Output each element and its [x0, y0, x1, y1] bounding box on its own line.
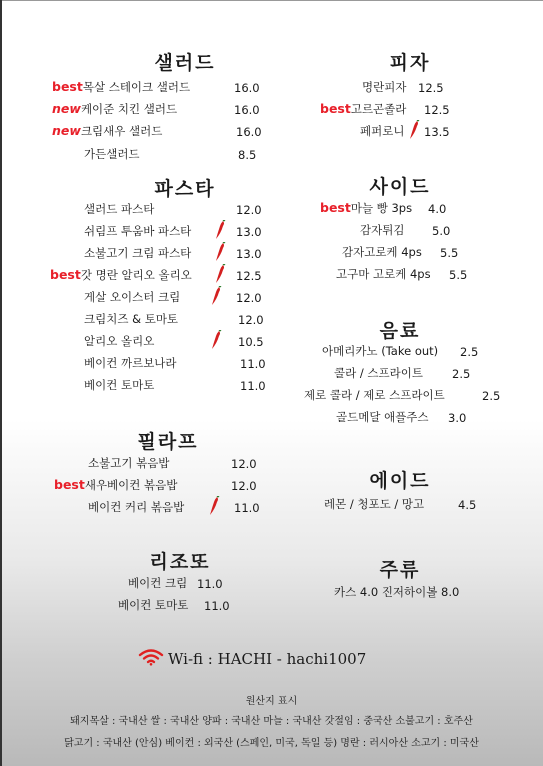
- item-price: 13.5: [424, 125, 450, 139]
- item-name: 제로 콜라 / 제로 스프라이트: [304, 388, 445, 402]
- menu-item: [52, 122, 162, 140]
- chili-pepper-icon: [214, 242, 226, 262]
- best-badge: best: [52, 79, 83, 94]
- salad-title: 샐러드: [154, 52, 216, 74]
- left-border: [0, 0, 2, 766]
- item-price: 12.0: [236, 203, 262, 217]
- new-badge: new: [52, 101, 81, 116]
- menu-item: [322, 342, 438, 360]
- item-name: 베이컨 커리 볶음밥: [88, 500, 185, 514]
- menu-item: [360, 122, 404, 140]
- item-price: 12.5: [236, 269, 262, 283]
- item-name: 갓 명란 알리오 올리오: [80, 268, 192, 282]
- best-badge: best: [320, 200, 351, 215]
- item-name: 마늘 빵 3ps: [350, 201, 413, 215]
- item-name: 샐러드 파스타: [84, 202, 155, 216]
- menu-item: [54, 476, 177, 494]
- item-name: 아메리카노 (Take out): [322, 344, 439, 358]
- item-price: 5.0: [432, 224, 451, 238]
- wifi-icon: [138, 648, 164, 670]
- menu-item: [360, 221, 404, 239]
- item-price: 12.0: [231, 457, 257, 471]
- item-name: 소불고기 볶음밥: [88, 456, 170, 470]
- risotto-title: 리조또: [149, 551, 211, 573]
- item-price: 2.5: [460, 345, 479, 359]
- menu-item: [320, 100, 406, 118]
- chili-pepper-icon: [208, 496, 220, 516]
- chili-pepper-icon: [408, 120, 420, 140]
- item-name: 감자고로케 4ps: [342, 245, 422, 259]
- chili-pepper-icon: [210, 286, 222, 306]
- ade-title: 에이드: [369, 470, 431, 492]
- item-name: 베이컨 토마토: [84, 378, 155, 392]
- item-price: 16.0: [234, 81, 260, 95]
- item-name: 알리오 올리오: [84, 334, 155, 348]
- pilaf-title: 필라프: [137, 431, 199, 453]
- item-name: 고르곤졸라: [350, 102, 407, 116]
- origin-title: 원산지 표시: [245, 696, 298, 707]
- item-price: 11.0: [240, 357, 266, 371]
- item-price: 12.0: [231, 479, 257, 493]
- item-name: 가든샐러드: [84, 147, 140, 161]
- item-name: 명란피자: [362, 80, 407, 94]
- item-price: 3.0: [448, 411, 467, 425]
- item-price: 13.0: [236, 225, 262, 239]
- ade-price: 4.5: [458, 498, 477, 512]
- drinks-title: 음료: [379, 320, 421, 342]
- menu-item: [84, 310, 178, 328]
- item-price: 11.0: [234, 501, 260, 515]
- item-name: 베이컨 크림: [128, 576, 188, 590]
- best-badge: best: [50, 267, 81, 282]
- menu-item: [52, 78, 190, 96]
- alcohol-line: 카스 4.0 진저하이볼 8.0: [334, 585, 460, 599]
- menu-item: [84, 145, 140, 163]
- chili-pepper-icon: [214, 264, 226, 284]
- item-price: 2.5: [482, 389, 501, 403]
- item-price: 13.0: [236, 247, 262, 261]
- menu-item: [50, 266, 192, 284]
- item-price: 11.0: [204, 599, 230, 613]
- origin-line-2: 닭고기 : 국내산 (안심) 베이컨 : 외국산 (스페인, 미국, 독일 등) 명란 : 러시아산 소고기 : 미국산: [64, 738, 479, 749]
- item-name: 베이컨 까르보나라: [84, 356, 177, 370]
- item-name: 쉬림프 투움바 파스타: [84, 224, 192, 238]
- menu-item: [320, 199, 412, 217]
- item-price: 12.5: [424, 103, 450, 117]
- ade-line: 레몬 / 청포도 / 망고: [324, 497, 425, 511]
- alcohol-title: 주류: [379, 559, 421, 581]
- item-name: 케이준 치킨 샐러드: [80, 102, 178, 116]
- top-border: [0, 0, 543, 1]
- menu-item: [304, 386, 445, 404]
- menu-item: [334, 364, 423, 382]
- item-name: 베이컨 토마토: [118, 598, 189, 612]
- best-badge: best: [54, 477, 85, 492]
- item-name: 새우베이컨 볶음밥: [84, 478, 178, 492]
- menu-item: [84, 376, 154, 394]
- item-price: 8.5: [238, 148, 257, 162]
- chili-pepper-icon: [210, 330, 222, 350]
- menu-item: [84, 288, 180, 306]
- item-price: 5.5: [449, 268, 468, 282]
- menu-item: [362, 78, 406, 96]
- item-name: 콜라 / 스프라이트: [334, 366, 423, 380]
- menu-item: [128, 574, 187, 592]
- menu-item: [88, 454, 169, 472]
- item-price: 5.5: [440, 246, 459, 260]
- new-badge: new: [52, 123, 81, 138]
- menu-item: [84, 222, 191, 240]
- item-price: 12.5: [418, 81, 444, 95]
- item-name: 골드메달 애플주스: [336, 410, 429, 424]
- menu-item: [84, 200, 154, 218]
- item-name: 페퍼로니: [360, 124, 405, 138]
- side-title: 사이드: [369, 176, 431, 198]
- origin-line-1: 돼지목살 : 국내산 쌀 : 국내산 양파 : 국내산 마늘 : 국내산 갓절임 : 중국산 소불고기 : 호주산: [70, 716, 473, 727]
- menu-item: [336, 408, 429, 426]
- item-name: 목살 스테이크 샐러드: [82, 80, 191, 94]
- menu-item: [84, 332, 154, 350]
- item-name: 게살 오이스터 크림: [84, 290, 181, 304]
- item-price: 2.5: [452, 367, 471, 381]
- chili-pepper-icon: [214, 220, 226, 240]
- menu-item: [88, 498, 184, 516]
- menu-item: [342, 243, 422, 261]
- item-name: 고구마 고로케 4ps: [336, 267, 431, 281]
- menu-item: [84, 354, 177, 372]
- menu-item: [84, 244, 191, 262]
- item-price: 10.5: [238, 335, 264, 349]
- item-name: 감자튀김: [360, 223, 405, 237]
- menu-item: [336, 265, 431, 283]
- menu-item: [52, 100, 177, 118]
- best-badge: best: [320, 101, 351, 116]
- item-name: 크림새우 샐러드: [80, 124, 163, 138]
- item-price: 11.0: [197, 577, 223, 591]
- item-price: 4.0: [428, 202, 447, 216]
- item-price: 16.0: [234, 103, 260, 117]
- item-name: 크림치즈 & 토마토: [84, 312, 179, 326]
- item-price: 12.0: [236, 291, 262, 305]
- item-price: 12.0: [238, 313, 264, 327]
- item-price: 16.0: [236, 125, 262, 139]
- wifi-text: Wi-fi : HACHI - hachi1007: [168, 650, 367, 668]
- menu-item: [118, 596, 188, 614]
- item-price: 11.0: [240, 379, 266, 393]
- wifi-info: [138, 648, 366, 670]
- pasta-title: 파스타: [154, 178, 216, 200]
- pizza-title: 피자: [389, 52, 431, 74]
- item-name: 소불고기 크림 파스타: [84, 246, 192, 260]
